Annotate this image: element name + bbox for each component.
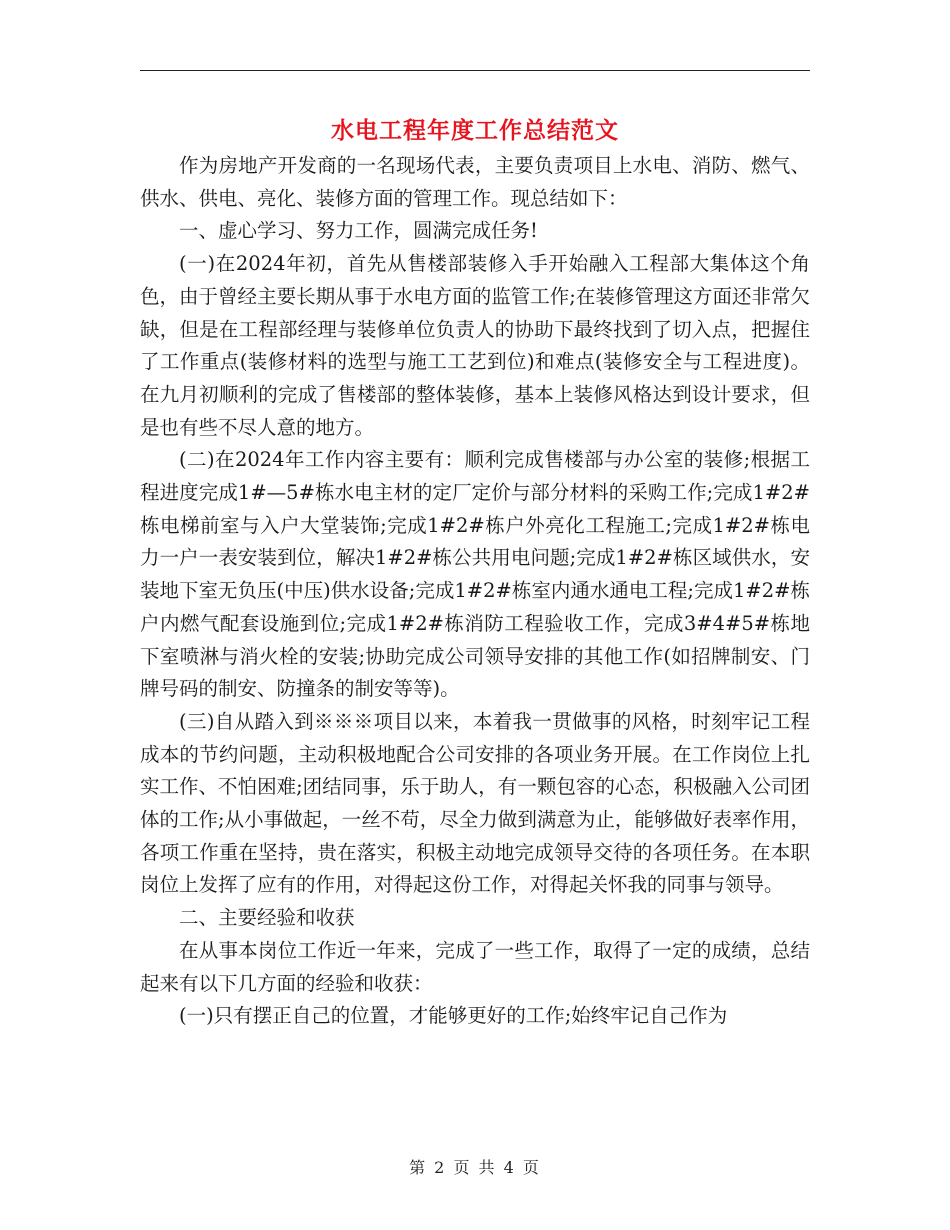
document-title: 水电工程年度工作总结范文 <box>331 117 619 144</box>
paragraph: (二)在2024年工作内容主要有：顺利完成售楼部与办公室的装修;根据工程进度完成1#—5#栋水电主材的定厂定价与部分材料的采购工作;完成1#2#栋电梯前室与入户大堂装饰;完成1#2#栋户外亮化工程施工;完成1#2#栋电力一户一表安装到位，解决1#2#栋公共用电问题;完成1#2#栋区域供水，安装地下室无负压(中压)供水设备;完成1#2#栋室内通水通电工程;完成1#2#栋户内燃气配套设施到位;完成1#2#栋消防工程验收工作，完成3#4#5#栋地下室喷淋与消火栓的安装;协助完成公司领导安排的其他工作(如招牌制安、门牌号码的制安、防撞条的制安等等)。 <box>140 448 810 701</box>
document-body <box>140 150 810 1033</box>
paragraph: (一)在2024年初，首先从售楼部装修入手开始融入工程部大集体这个角色，由于曾经主要长期从事于水电方面的监管工作;在装修管理这方面还非常欠缺，但是在工程部经理与装修单位负责人的协助下最终找到了切入点，把握住了工作重点(装修材料的选型与施工工艺到位)和难点(装修安全与工程进度)。在九月初顺利的完成了售楼部的整体装修，基本上装修风格达到设计要求，但是也有些不尽人意的地方。 <box>140 252 810 439</box>
paragraph: (三)自从踏入到※※※项目以来，本着我一贯做事的风格，时刻牢记工程成本的节约问题，主动积极地配合公司安排的各项业务开展。在工作岗位上扎实工作、不怕困难;团结同事，乐于助人，有一颗包容的心态，积极融入公司团体的工作;从小事做起，一丝不苟，尽全力做到满意为止，能够做好表率作用，各项工作重在坚持，贵在落实，积极主动地完成领导交待的各项任务。在本职岗位上发挥了应有的作用，对得起这份工作，对得起关怀我的同事与领导。 <box>140 709 810 897</box>
paragraph: 作为房地产开发商的一名现场代表，主要负责项目上水电、消防、燃气、供水、供电、亮化、装修方面的管理工作。现总结如下： <box>140 154 810 210</box>
section-heading: 二、主要经验和收获 <box>179 906 355 930</box>
paragraph: 在从事本岗位工作近一年来，完成了一些工作，取得了一定的成绩，总结起来有以下几方面的经验和收获： <box>140 938 810 995</box>
section-heading: 一、虚心学习、努力工作，圆满完成任务! <box>179 219 538 243</box>
header-rule <box>140 70 810 71</box>
page-number-footer: 第 2 页 共 4 页 <box>409 1158 541 1177</box>
paragraph: (一)只有摆正自己的位置，才能够更好的工作;始终牢记自己作为 <box>179 1004 728 1028</box>
